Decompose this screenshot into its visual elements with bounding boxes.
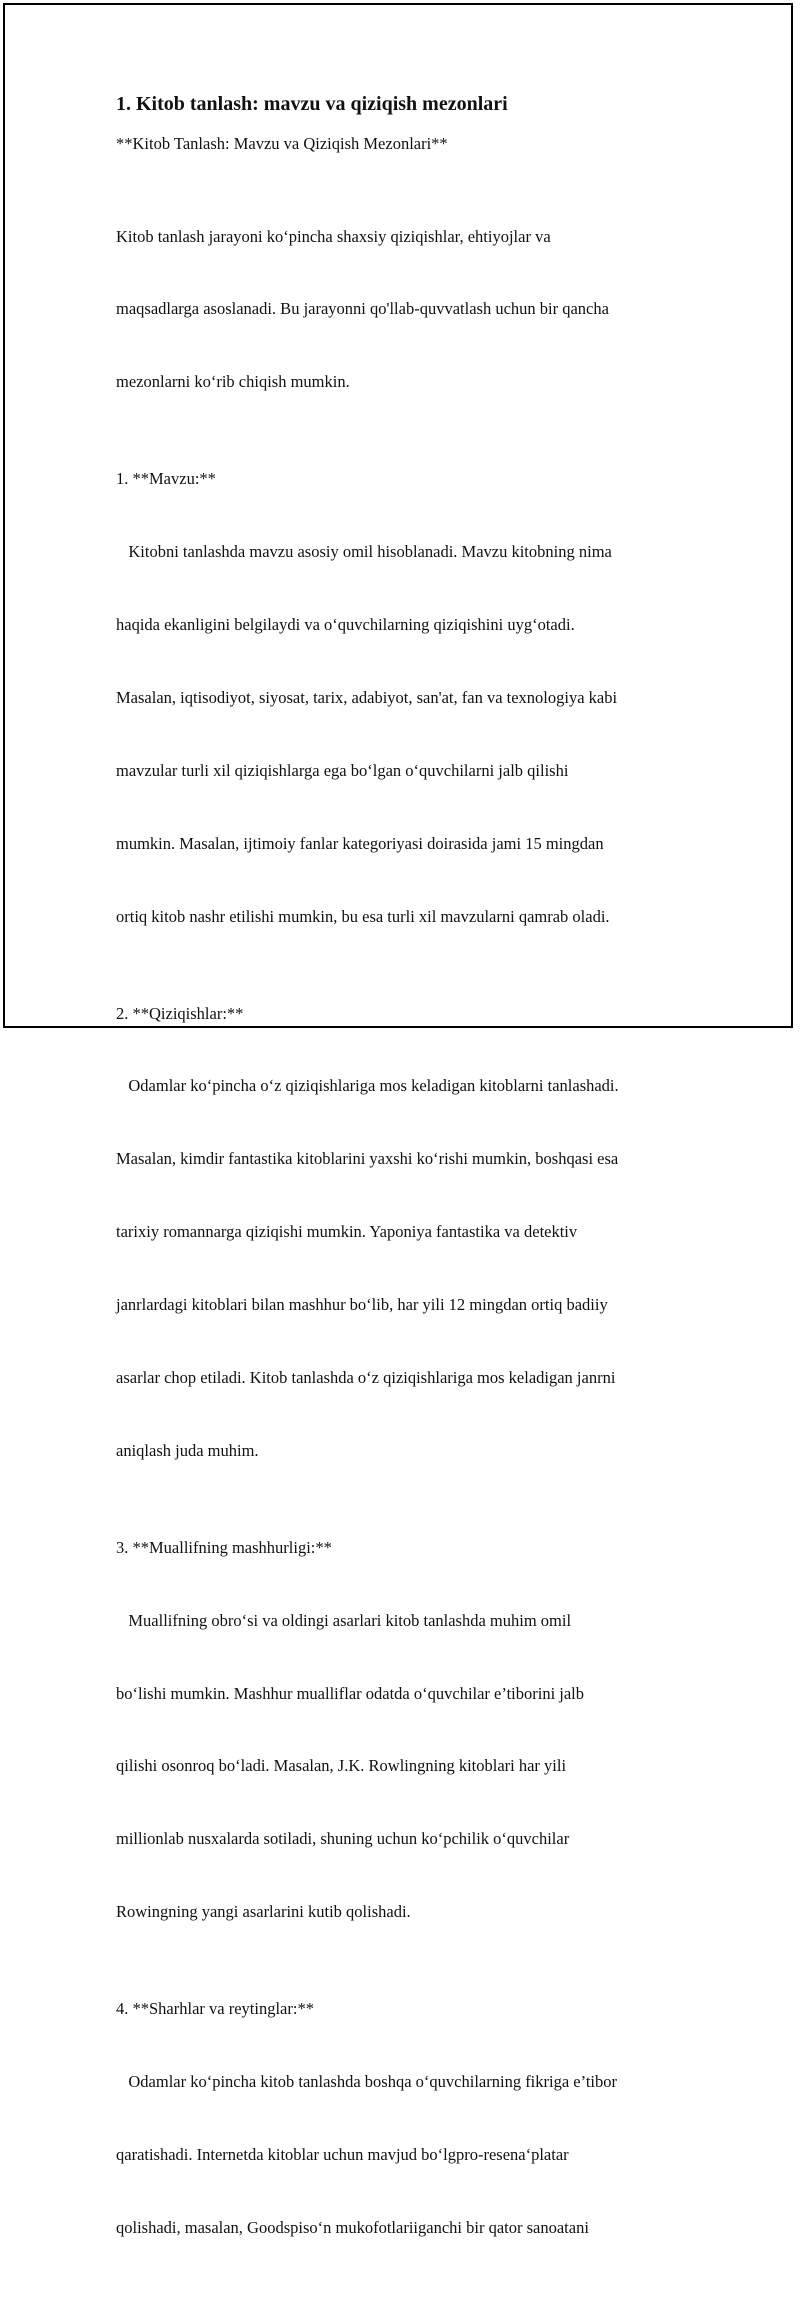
section-body [116,492,696,978]
section-line: Odamlar ko‘pincha o‘z qiziqishlariga mos keladigan kitoblarni tanlashadi. [116,1076,619,1096]
section-qiziqishlar [116,1002,696,1512]
section-line: Masalan, kimdir fantastika kitoblarini yaxshi ko‘rishi mumkin, boshqasi esa [116,1149,619,1169]
section-body [116,1026,696,1512]
intro-line: Kitob tanlash jarayoni ko‘pincha shaxsiy qiziqishlar, ehtiyojlar va [116,226,551,246]
section-title: 3. **Muallifning mashhurligi:** [116,1537,332,1557]
section-title: 1. **Mavzu:** [116,469,216,489]
section-line: Masalan, iqtisodiyot, siyosat, tarix, adabiyot, san'at, fan va texnologiya kabi [116,687,618,707]
section-body [116,1560,696,1973]
section-line: janrlardagi kitoblari bilan mashhur bo‘lib, har yili 12 mingdan ortiq badiiy [116,1295,608,1315]
section-line: ortiq kitob nashr etilishi mumkin, bu esa turli xil mavzularni qamrab oladi. [116,906,610,926]
section-line: qilishi osonroq bo‘ladi. Masalan, J.K. Rowlingning kitoblari har yili [116,1756,567,1776]
document-heading: 1. Kitob tanlash: mavzu va qiziqish mezonlari [116,93,508,115]
section-line: qaratishadi. Internetda kitoblar uchun mavjud bo‘lgpro-resena‘platar [116,2144,569,2164]
section-line: haqida ekanligini belgilaydi va o‘quvchilarning qiziqishini uyg‘otadi. [116,615,575,635]
section-title: 2. **Qiziqishlar:** [116,1003,244,1023]
document-content [116,90,696,2313]
section-line: mavzular turli xil qiziqishlarga ega bo‘lgan o‘quvchilarni jalb qilishi [116,760,569,780]
document-subheading: **Kitob Tanlash: Mavzu va Qiziqish Mezonlari** [116,134,448,153]
section-sharhlar [116,1997,696,2289]
section-body [116,2021,696,2288]
section-mavzu [116,467,696,977]
section-line: mumkin. Masalan, ijtimoiy fanlar kategoriyasi doirasida jami 15 mingdan [116,833,604,853]
section-line: asarlar chop etiladi. Kitob tanlashda o‘z qiziqishlariga mos keladigan janrni [116,1367,616,1387]
intro-paragraph [116,176,696,443]
section-line: Kitobni tanlashda mavzu asosiy omil hisoblanadi. Mavzu kitobning nima [116,542,612,562]
intro-line: mezonlarni ko‘rib chiqish mumkin. [116,372,350,392]
section-line: millionlab nusxalarda sotiladi, shuning uchun ko‘pchilik o‘quvchilar [116,1829,570,1849]
section-muallif [116,1536,696,1973]
section-line: Muallifning obro‘si va oldingi asarlari kitob tanlashda muhim omil [116,1610,572,1630]
section-line: tarixiy romannarga qiziqishi mumkin. Yaponiya fantastika va detektiv [116,1222,578,1242]
section-line: bo‘lishi mumkin. Mashhur mualliflar odatda o‘quvchilar e’tiborini jalb [116,1683,585,1703]
section-line: qolishadi, masalan, Goodspiso‘n mukofotlariiganchi bir qator sanoatani [116,2217,589,2237]
section-line: aniqlash juda muhim. [116,1440,259,1460]
section-title: 4. **Sharhlar va reytinglar:** [116,1999,314,2019]
intro-line: maqsadlarga asoslanadi. Bu jarayonni qo'llab-quvvatlash uchun bir qancha [116,299,609,319]
section-line: Odamlar ko‘pincha kitob tanlashda boshqa o‘quvchilarning fikriga e’tibor [116,2071,617,2091]
section-line: Rowingning yangi asarlarini kutib qolishadi. [116,1902,411,1922]
